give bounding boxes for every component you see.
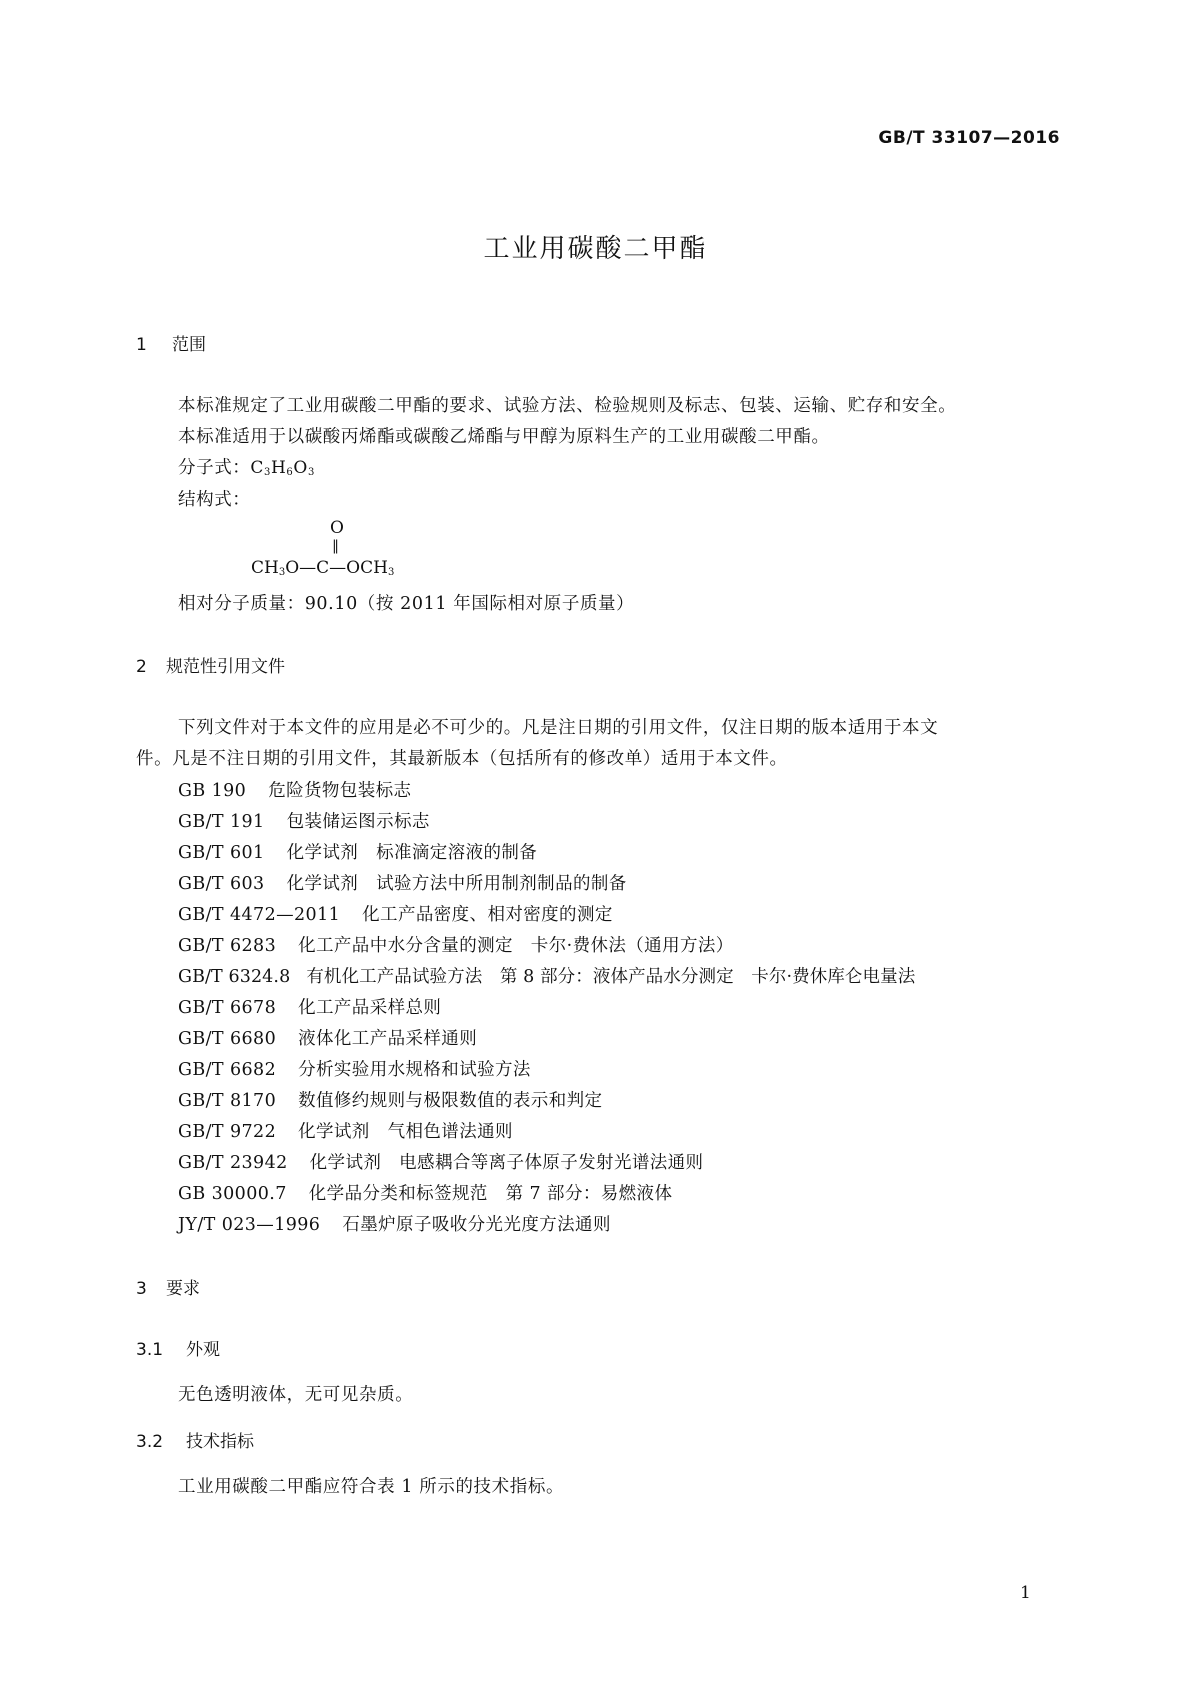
subsection-title: 外观 [186, 1340, 220, 1360]
reference-title: 有机化工产品试验方法 第 8 部分：液体产品水分测定 卡尔·费休库仑电量法 [306, 967, 916, 987]
section-3-heading [136, 1274, 200, 1299]
paragraph: 工业用碳酸二甲酯应符合表 1 所示的技术指标。 [178, 1477, 565, 1497]
reference-title: 化工产品密度、相对密度的测定 [362, 905, 613, 925]
reference-item [178, 808, 430, 833]
paragraph: 本标准适用于以碳酸丙烯酯或碳酸乙烯酯与甲醇为原料生产的工业用碳酸二甲酯。 [178, 427, 830, 447]
section-1-heading [136, 330, 206, 355]
paragraph: 无色透明液体，无可见杂质。 [178, 1385, 414, 1405]
reference-code: GB/T 6682 [178, 1060, 277, 1080]
formula-label: 分子式： [178, 458, 251, 478]
section-title: 要求 [166, 1279, 200, 1299]
reference-code: GB 190 [178, 781, 247, 801]
molecular-formula [178, 454, 315, 479]
reference-title: 危险货物包装标志 [268, 781, 412, 801]
reference-item [178, 1180, 672, 1205]
structure-double-bond: ‖ [332, 538, 339, 554]
reference-code: GB/T 9722 [178, 1122, 277, 1142]
reference-title: 包装储运图示标志 [286, 812, 430, 832]
reference-title: 液体化工产品采样通则 [298, 1029, 478, 1049]
formula-value: $C_3H_6O_3$ [250, 458, 315, 478]
reference-title: 化工产品中水分含量的测定 卡尔·费休法（通用方法） [298, 936, 734, 956]
reference-item [178, 963, 915, 988]
reference-code: GB/T 4472—2011 [178, 905, 341, 925]
structure-label: 结构式： [178, 490, 251, 510]
page-number: 1 [1020, 1583, 1031, 1603]
section-number: 1 [136, 335, 147, 355]
reference-title: 化学试剂 试验方法中所用制剂制品的制备 [286, 874, 627, 894]
reference-title: 化工产品采样总则 [298, 998, 442, 1018]
reference-code: GB/T 603 [178, 874, 265, 894]
reference-title: 化学试剂 电感耦合等离子体原子发射光谱法通则 [309, 1153, 704, 1173]
reference-item [178, 1025, 477, 1050]
reference-code: GB 30000.7 [178, 1184, 287, 1204]
section-number: 2 [136, 657, 147, 677]
reference-code: GB/T 191 [178, 812, 265, 832]
paragraph: 下列文件对于本文件的应用是必不可少的。凡是注日期的引用文件，仅注日期的版本适用于本文 [178, 718, 939, 738]
section-title: 范围 [172, 335, 206, 355]
reference-item [178, 901, 613, 926]
section-number: 3 [136, 1279, 147, 1299]
reference-code: GB/T 601 [178, 843, 265, 863]
section-2-heading [136, 652, 285, 677]
structural-formula: $CH_3O—C—OCH_3$ [251, 558, 395, 578]
standard-id: GB/T 33107—2016 [878, 128, 1060, 148]
reference-code: GB/T 6324.8 [178, 967, 291, 987]
subsection-3-2-heading [136, 1427, 254, 1452]
reference-item [178, 870, 627, 895]
reference-title: 化学试剂 气相色谱法通则 [298, 1122, 513, 1142]
reference-code: JY/T 023—1996 [178, 1215, 321, 1235]
document-title: 工业用碳酸二甲酯 [483, 234, 708, 264]
subsection-3-1-heading [136, 1335, 220, 1360]
reference-item [178, 839, 537, 864]
subsection-number: 3.2 [136, 1432, 164, 1452]
reference-title: 分析实验用水规格和试验方法 [298, 1060, 531, 1080]
reference-item [178, 1118, 513, 1143]
reference-title: 石墨炉原子吸收分光光度方法通则 [342, 1215, 611, 1235]
reference-code: GB/T 8170 [178, 1091, 277, 1111]
reference-code: GB/T 6680 [178, 1029, 277, 1049]
paragraph: 件。凡是不注日期的引用文件，其最新版本（包括所有的修改单）适用于本文件。 [136, 749, 788, 769]
paragraph: 本标准规定了工业用碳酸二甲酯的要求、试验方法、检验规则及标志、包装、运输、贮存和安全。 [178, 396, 957, 416]
subsection-number: 3.1 [136, 1340, 164, 1360]
subsection-title: 技术指标 [186, 1432, 254, 1452]
molecular-mass: 相对分子质量：90.10（按 2011 年国际相对原子质量） [178, 594, 635, 614]
reference-item [178, 1087, 602, 1112]
section-title: 规范性引用文件 [166, 657, 285, 677]
reference-title: 化学品分类和标签规范 第 7 部分：易燃液体 [308, 1184, 673, 1204]
reference-code: GB/T 23942 [178, 1153, 288, 1173]
reference-code: GB/T 6283 [178, 936, 277, 956]
reference-code: GB/T 6678 [178, 998, 277, 1018]
structure-carbonyl-oxygen: O [330, 518, 344, 538]
reference-item [178, 994, 441, 1019]
reference-item [178, 1211, 611, 1236]
reference-item [178, 777, 411, 802]
reference-title: 化学试剂 标准滴定溶液的制备 [286, 843, 538, 863]
reference-item [178, 1149, 703, 1174]
reference-item [178, 932, 734, 957]
reference-item [178, 1056, 531, 1081]
reference-title: 数值修约规则与极限数值的表示和判定 [298, 1091, 603, 1111]
